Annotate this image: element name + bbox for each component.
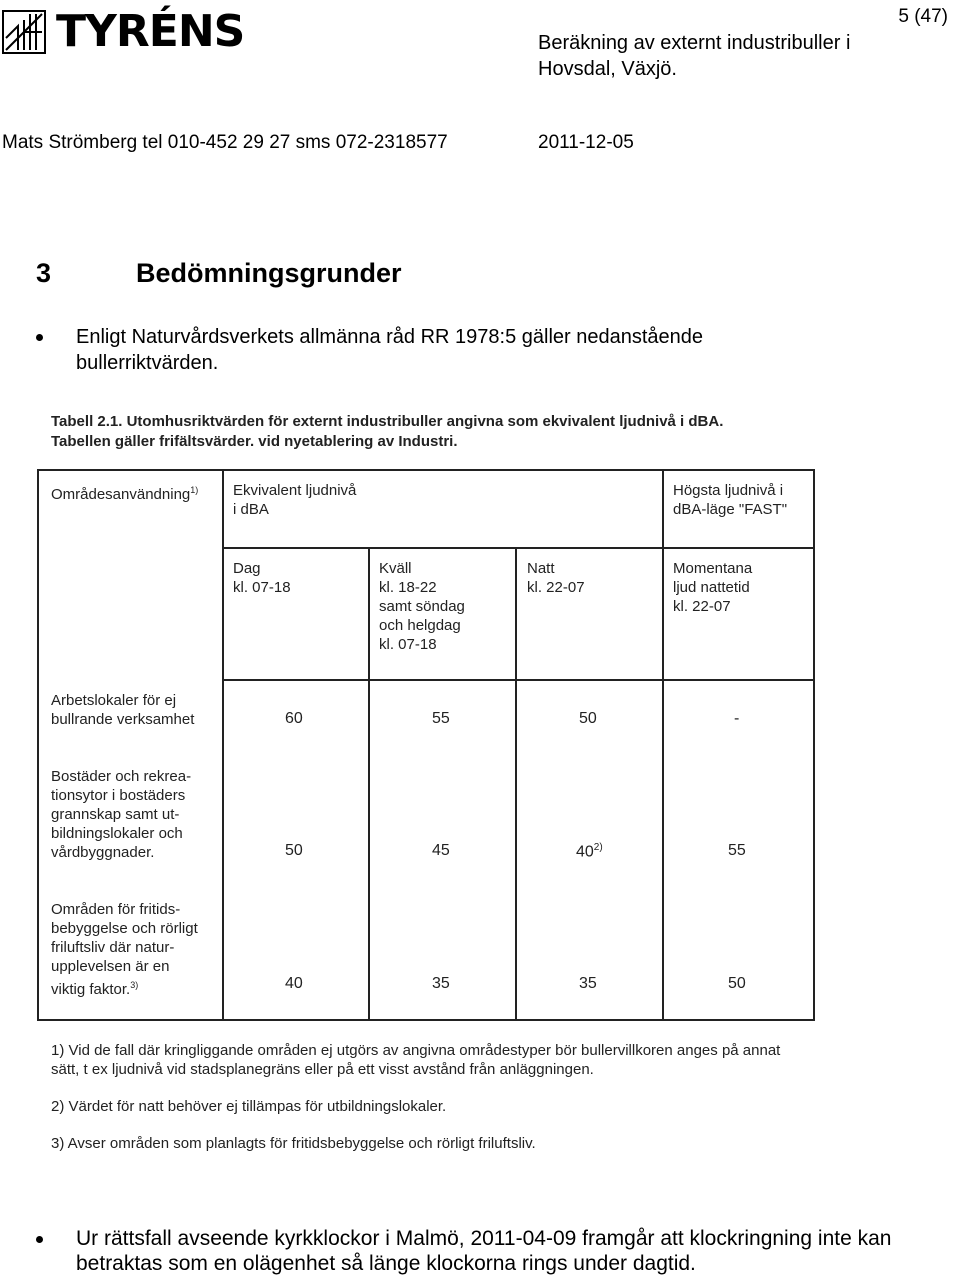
logo-mark-icon xyxy=(2,10,46,54)
table-cell-evening: 55 xyxy=(432,710,450,727)
tyrens-logo xyxy=(0,4,250,60)
table-cell-night-value: 40 xyxy=(576,843,594,861)
column-header-night: Natt kl. 22-07 xyxy=(527,560,585,596)
table-cell-night: 50 xyxy=(579,710,597,727)
bullet-icon xyxy=(36,334,43,341)
column-header-evening: Kväll kl. 18-22 samt söndag och helgdag kl. 07-18 xyxy=(379,560,465,653)
guideline-table xyxy=(37,469,815,1021)
table-caption-line: Tabellen gäller frifältsvärder. vid nyetablering av Industri. xyxy=(51,433,458,450)
bullet-text: Ur rättsfall avseende kyrkklockor i Malmö, 2011-04-09 framgår att klockringning inte kan betraktas som en olägenhet så länge klockorna rings under dagtid. xyxy=(76,1227,892,1275)
footnote-ref: 1) xyxy=(190,485,199,495)
table-footnote: 1) Vid de fall där kringliggande områden ej utgörs av angivna områdestyper bör bullervillkoren anges på annat sätt, t ex ljudnivå vid stadsplanegräns eller på ett visst avstånd från anläggningen. xyxy=(51,1042,781,1078)
section-number: 3 xyxy=(36,258,52,288)
table-divider xyxy=(222,471,224,1019)
table-cell-day: 50 xyxy=(285,842,303,859)
document-date: 2011-12-05 xyxy=(538,132,634,153)
table-caption-line: Tabell 2.1. Utomhusriktvärden för externt industribuller angivna som ekvivalent ljudnivå i dBA. xyxy=(51,413,724,430)
logo-text: TYRÉNS xyxy=(56,6,245,57)
table-cell-night: 35 xyxy=(579,975,597,992)
author-contact-line: Mats Strömberg tel 010-452 29 27 sms 072-2318577 xyxy=(2,132,448,153)
bullet-icon xyxy=(36,1236,43,1243)
table-divider xyxy=(515,547,517,1019)
table-cell-evening: 35 xyxy=(432,975,450,992)
table-cell-day: 40 xyxy=(285,975,303,992)
header-area-use-label: Områdesanvändning xyxy=(51,486,191,503)
header-equivalent-level: Ekvivalent ljudnivå i dBA xyxy=(233,482,357,518)
bullet-paragraph xyxy=(36,324,816,376)
table-footnote: 2) Värdet för natt behöver ej tillämpas för utbildningslokaler. xyxy=(51,1098,447,1115)
table-divider xyxy=(222,547,813,549)
table-cell-night xyxy=(576,842,603,861)
table-divider xyxy=(368,547,370,1019)
table-row-label xyxy=(51,900,198,999)
table-divider xyxy=(222,679,813,681)
table-cell-evening: 45 xyxy=(432,842,450,859)
footnote-ref: 3) xyxy=(130,980,139,990)
bullet-paragraph xyxy=(36,1226,936,1276)
table-cell-day: 60 xyxy=(285,710,303,727)
table-cell-max: 50 xyxy=(728,975,746,992)
header-area-use xyxy=(51,481,198,504)
bullet-text: Enligt Naturvårdsverkets allmänna råd RR 1978:5 gäller nedanstående bullerriktvärden. xyxy=(76,326,704,374)
column-header-day: Dag kl. 07-18 xyxy=(233,560,291,596)
table-cell-max: - xyxy=(734,710,740,727)
page-number: 5 (47) xyxy=(898,6,948,27)
table-cell-max: 55 xyxy=(728,842,746,859)
document-title: Beräkning av externt industribuller i Hovsdal, Växjö. xyxy=(538,32,851,80)
table-divider xyxy=(662,471,664,1019)
footnote-ref: 2) xyxy=(593,842,603,853)
section-title: Bedömningsgrunder xyxy=(136,258,402,288)
table-row-label: Arbetslokaler för ej bullrande verksamhet xyxy=(51,692,195,728)
section-heading xyxy=(36,258,402,289)
table-caption xyxy=(51,412,851,452)
table-row-label: Bostäder och rekrea- tionsytor i bostäders grannskap samt ut- bildningslokaler och vårdbyggnader. xyxy=(51,768,192,861)
table-footnote: 3) Avser områden som planlagts för fritidsbebyggelse och rörligt friluftsliv. xyxy=(51,1135,536,1152)
column-header-momentary: Momentana ljud nattetid kl. 22-07 xyxy=(673,560,753,615)
table-row-label-text: Områden för fritids- bebyggelse och rörligt friluftsliv där natur- upplevelsen är en viktig faktor. xyxy=(51,901,198,998)
header-max-level: Högsta ljudnivå i dBA-läge "FAST" xyxy=(673,482,788,518)
